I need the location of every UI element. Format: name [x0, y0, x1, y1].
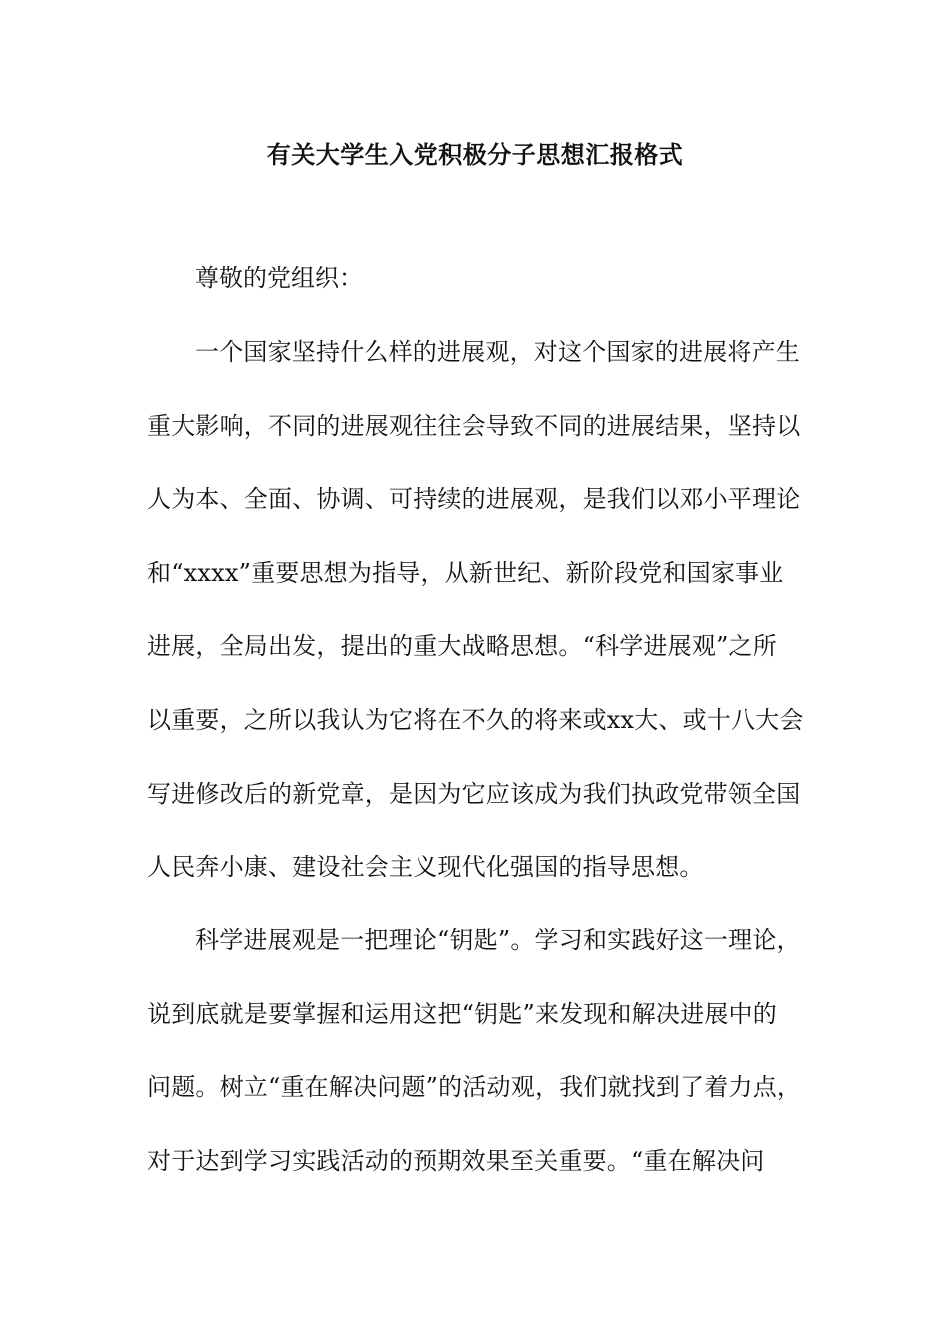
paragraph-line: 问题。树立“重在解决问题”的活动观，我们就找到了着力点， [147, 1073, 802, 1102]
paragraph-line: 和“xxxx”重要思想为指导，从新世纪、新阶段党和国家事业 [147, 558, 784, 587]
paragraph-line: 一个国家坚持什么样的进展观，对这个国家的进展将产生 [195, 338, 800, 366]
paragraph-line: 科学进展观是一把理论“钥匙”。学习和实践好这一理论， [195, 926, 801, 954]
document-title: 有关大学生入党积极分子思想汇报格式 [266, 140, 684, 169]
paragraph-line: 进展，全局出发，提出的重大战略思想。“科学进展观”之所 [147, 632, 777, 661]
paragraph-line: 说到底就是要掌握和运用这把“钥匙”来发现和解决进展中的 [147, 999, 777, 1028]
paragraph-line: 写进修改后的新党章，是因为它应该成为我们执政党带领全国 [147, 779, 801, 808]
paragraph-line: 人为本、全面、协调、可持续的进展观，是我们以邓小平理论 [147, 485, 801, 514]
salutation: 尊敬的党组织： [195, 264, 363, 292]
paragraph-1 [147, 332, 827, 921]
paragraph-line: 以重要，之所以我认为它将在不久的将来或xx大、或十八大会 [147, 705, 804, 734]
paragraph-line: 重大影响，不同的进展观往往会导致不同的进展结果，坚持以 [147, 411, 801, 440]
paragraph-line: 对于达到学习实践活动的预期效果至关重要。“重在解决问 [147, 1146, 765, 1175]
paragraph-line: 人民奔小康、建设社会主义现代化强国的指导思想。 [147, 853, 704, 882]
paragraph-2 [147, 920, 827, 1214]
